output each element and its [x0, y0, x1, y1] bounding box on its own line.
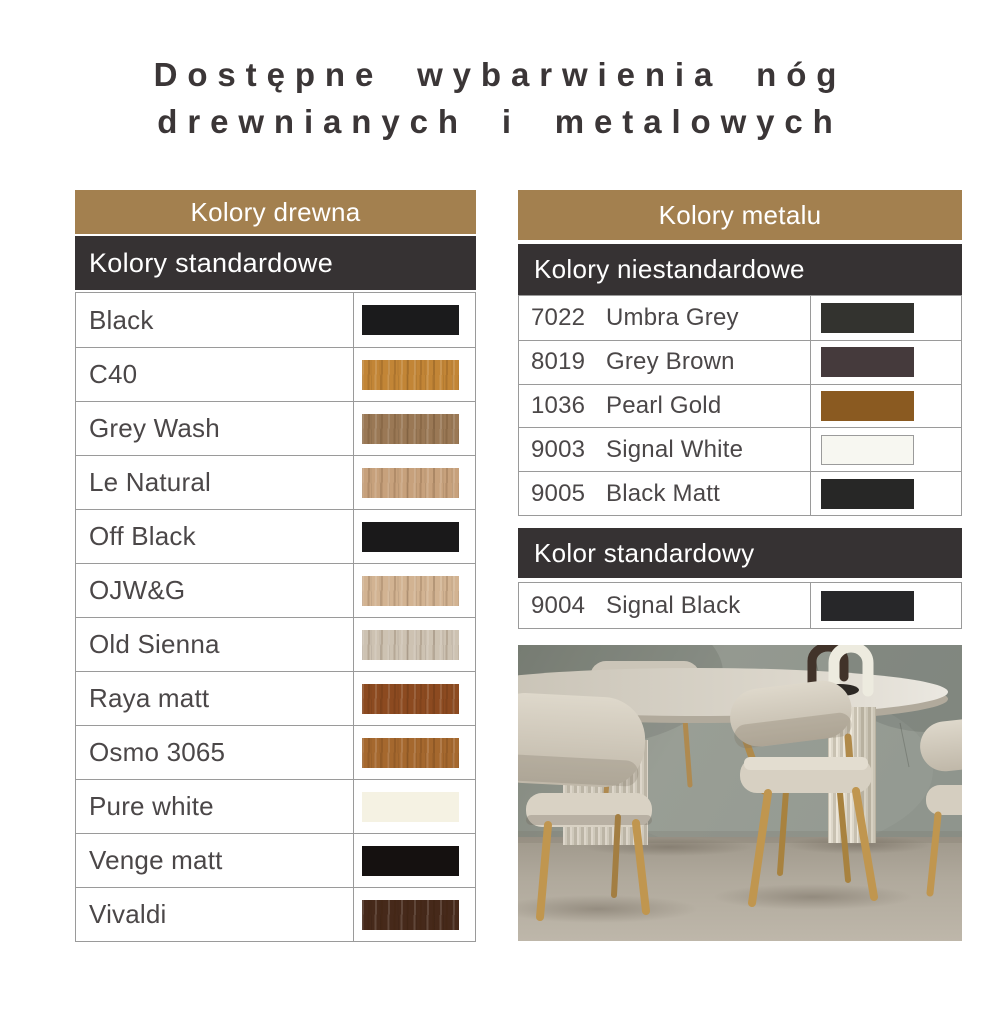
table-row [76, 887, 475, 941]
swatch-cell [354, 510, 475, 563]
color-name-label: Le Natural [76, 456, 354, 509]
wood-color-rows [75, 292, 476, 942]
color-code-and-name-label [519, 385, 811, 428]
table-row [76, 563, 475, 617]
swatch-cell [811, 296, 961, 340]
swatch-cell [354, 888, 475, 941]
table-row [519, 471, 961, 515]
color-name-label: Old Sienna [76, 618, 354, 671]
color-name: Grey Brown [606, 348, 735, 376]
page-title-line-2: drewnianych i metalowych [157, 102, 843, 140]
table-row [76, 671, 475, 725]
table-row [76, 293, 475, 347]
color-swatch [362, 846, 459, 876]
color-code: 7022 [531, 303, 586, 331]
metal-colors-table [518, 190, 962, 941]
swatch-cell [354, 672, 475, 725]
table-row [519, 340, 961, 384]
color-swatch [362, 360, 459, 390]
color-swatch [362, 738, 459, 768]
table-row [519, 427, 961, 471]
wood-table-header: Kolory drewna [75, 190, 476, 234]
color-swatch [821, 479, 914, 509]
table-row [76, 833, 475, 887]
color-code: 9003 [531, 435, 586, 463]
product-photo [518, 645, 962, 941]
table-row [76, 455, 475, 509]
color-swatch [821, 435, 914, 465]
table-row [76, 725, 475, 779]
color-code-and-name-label [519, 472, 811, 515]
color-code-and-name-label [519, 341, 811, 384]
color-name-label: Raya matt [76, 672, 354, 725]
swatch-cell [811, 583, 961, 628]
table-row [519, 384, 961, 428]
table-row [76, 617, 475, 671]
swatch-cell [354, 402, 475, 455]
color-swatch [362, 305, 459, 335]
color-name-label: Venge matt [76, 834, 354, 887]
metal-table-header: Kolory metalu [518, 190, 962, 240]
table-row [519, 583, 961, 628]
color-code-and-name-label [519, 296, 811, 340]
color-name-label: Osmo 3065 [76, 726, 354, 779]
color-name: Black Matt [606, 479, 721, 507]
color-name-label: Grey Wash [76, 402, 354, 455]
color-swatch [362, 522, 459, 552]
color-name-label: Pure white [76, 780, 354, 833]
page-title [0, 52, 1000, 146]
swatch-cell [811, 341, 961, 384]
swatch-cell [354, 293, 475, 347]
table-row [519, 296, 961, 340]
wood-table-subheader: Kolory standardowe [75, 236, 476, 290]
color-swatch [821, 591, 914, 621]
wood-colors-table [75, 190, 476, 942]
color-swatch [362, 576, 459, 606]
color-swatch [821, 303, 914, 333]
color-name: Signal White [606, 435, 744, 463]
table-row [76, 509, 475, 563]
color-swatch [362, 684, 459, 714]
color-name-label: OJW&G [76, 564, 354, 617]
table-row [76, 401, 475, 455]
page-title-line-1: Dostępne wybarwienia nóg [153, 56, 847, 93]
dining-scene-illustration [518, 645, 962, 941]
color-name: Pearl Gold [606, 391, 722, 419]
metal-table-subheader: Kolory niestandardowe [518, 244, 962, 295]
metal-standard-banner: Kolor standardowy [518, 528, 962, 578]
swatch-cell [354, 834, 475, 887]
color-swatch [362, 630, 459, 660]
color-name: Signal Black [606, 591, 741, 619]
table-row [76, 779, 475, 833]
color-name-label: Black [76, 293, 354, 347]
swatch-cell [354, 348, 475, 401]
color-name: Umbra Grey [606, 303, 739, 331]
color-name-label: C40 [76, 348, 354, 401]
swatch-cell [811, 385, 961, 428]
color-code-and-name-label [519, 428, 811, 471]
swatch-cell [354, 456, 475, 509]
swatch-cell [354, 618, 475, 671]
color-code-and-name-label [519, 583, 811, 628]
color-code: 8019 [531, 348, 586, 376]
color-swatch [362, 468, 459, 498]
color-swatch [362, 414, 459, 444]
swatch-cell [354, 564, 475, 617]
swatch-cell [354, 726, 475, 779]
table-row [76, 347, 475, 401]
color-name-label: Off Black [76, 510, 354, 563]
color-code: 1036 [531, 391, 586, 419]
color-code: 9005 [531, 479, 586, 507]
metal-standard-color-rows [518, 582, 962, 629]
color-code: 9004 [531, 591, 586, 619]
color-swatch [362, 900, 459, 930]
swatch-cell [811, 472, 961, 515]
metal-color-rows [518, 295, 962, 516]
swatch-cell [354, 780, 475, 833]
color-name-label: Vivaldi [76, 888, 354, 941]
color-swatch [821, 347, 914, 377]
swatch-cell [811, 428, 961, 471]
color-swatch [362, 792, 459, 822]
color-swatch [821, 391, 914, 421]
